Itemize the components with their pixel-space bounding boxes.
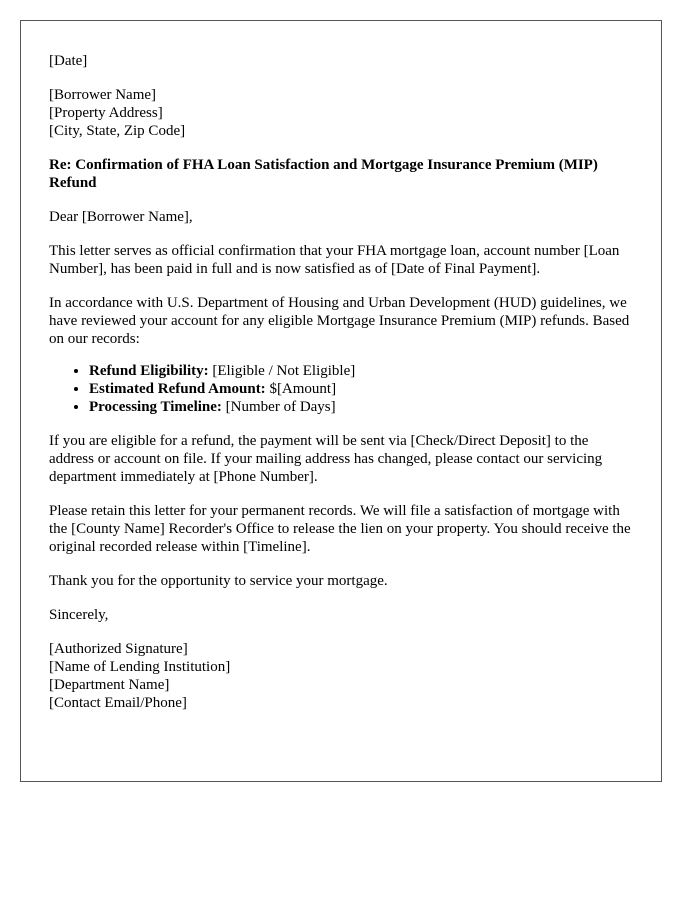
- paragraph-hud-review: In accordance with U.S. Department of Housing and Urban Development (HUD) guidelines, we have reviewed your account for any eligible Mortgage Insurance Premium (MIP) refunds. Based on our records:: [49, 295, 630, 347]
- processing-timeline-label: Processing Timeline:: [89, 399, 222, 415]
- refund-details-list: [49, 362, 633, 416]
- processing-timeline-value: [Number of Days]: [225, 399, 336, 415]
- list-item: [89, 380, 633, 398]
- recipient-city-state-zip: [City, State, Zip Code]: [49, 123, 186, 139]
- paragraph-confirmation: This letter serves as official confirmation that your FHA mortgage loan, account number [Loan Number], has been paid in full and is now satisfied as of [Date of Final Payment].: [49, 243, 620, 277]
- paragraph-thank-you: Thank you for the opportunity to service your mortgage.: [49, 573, 388, 589]
- letter-page: [20, 20, 662, 782]
- recipient-name: [Borrower Name]: [49, 87, 157, 103]
- letter-closing: Sincerely,: [49, 607, 109, 623]
- refund-amount-label: Estimated Refund Amount:: [89, 381, 266, 397]
- authorized-signature: [Authorized Signature]: [49, 641, 188, 657]
- department-name: [Department Name]: [49, 677, 170, 693]
- recipient-property-address: [Property Address]: [49, 105, 163, 121]
- signature-block: [49, 640, 633, 712]
- letter-salutation: Dear [Borrower Name],: [49, 209, 193, 225]
- paragraph-retain-records: Please retain this letter for your permanent records. We will file a satisfaction of mortgage with the [County Name] Recorder's Office to release the lien on your property. You should receive the original recorded release within [Timeline].: [49, 503, 631, 555]
- refund-eligibility-label: Refund Eligibility:: [89, 363, 209, 379]
- refund-eligibility-value: [Eligible / Not Eligible]: [212, 363, 356, 379]
- recipient-address-block: [49, 86, 633, 140]
- list-item: [89, 362, 633, 380]
- lending-institution-name: [Name of Lending Institution]: [49, 659, 231, 675]
- contact-email-phone: [Contact Email/Phone]: [49, 695, 187, 711]
- list-item: [89, 398, 633, 416]
- paragraph-payment-method: If you are eligible for a refund, the payment will be sent via [Check/Direct Deposit] to the address or account on file. If your mailing address has changed, please contact our servicing department immediately at [Phone Number].: [49, 433, 603, 485]
- refund-amount-value: $[Amount]: [269, 381, 337, 397]
- letter-subject: Re: Confirmation of FHA Loan Satisfaction and Mortgage Insurance Premium (MIP) Refund: [49, 157, 598, 191]
- letter-date: [Date]: [49, 53, 88, 69]
